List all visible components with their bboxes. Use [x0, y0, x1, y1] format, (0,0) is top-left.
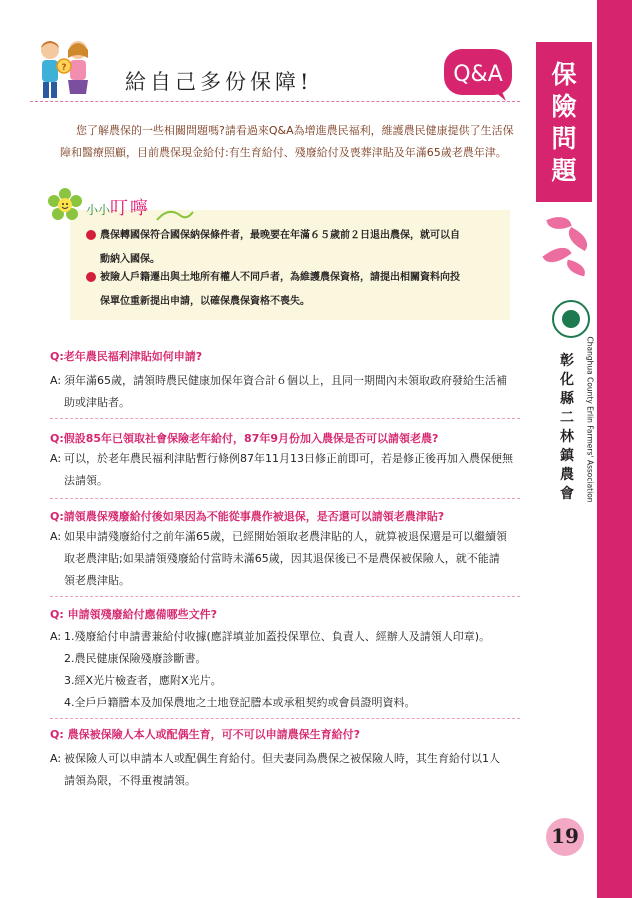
answer-label: A:: [50, 630, 62, 643]
question: Q:請領農保殘廢給付後如果因為不能從事農作被退保，是否還可以請領老農津貼?: [50, 510, 445, 523]
question: Q:老年農民福利津貼如何申請?: [50, 350, 203, 363]
tip-heading-big: 叮嚀: [110, 198, 151, 219]
org-name-char: 二: [560, 410, 574, 426]
tip-item-line: 動納入國保。: [100, 254, 160, 265]
vertical-title-char: 題: [551, 156, 577, 185]
answer: [50, 370, 520, 414]
org-name-char: 會: [560, 486, 574, 502]
org-name-char: 農: [560, 467, 574, 483]
tip-heading-small: 小小: [86, 203, 111, 217]
page-number: 19: [551, 824, 579, 848]
question: Q: 申請領殘廢給付應備哪些文件?: [50, 608, 217, 621]
intro-line-1: 您了解農保的一些相關問題嗎?請看過來Q&A為增進農民福利，維護農民健康提供了生活保: [76, 124, 514, 137]
answer-line: 1.殘廢給付申請書兼給付收據(應詳填並加蓋投保單位、負責人、經辦人及請領人印章)。: [64, 630, 491, 643]
question: Q: 農保被保險人本人或配偶生育，可不可以申請農保生育給付?: [50, 728, 360, 741]
tip-item-line: 被險人戶籍遷出與土地所有權人不同戶者，為維護農保資格，請提出相關資料向投: [100, 272, 460, 283]
answer-label: A:: [50, 530, 62, 543]
org-name-char: 化: [560, 372, 574, 388]
answer: [50, 448, 520, 492]
vertical-title-char: 保: [551, 60, 577, 89]
tip-item: [86, 266, 506, 314]
bullet-icon: [86, 230, 96, 240]
vertical-title-panel: [536, 42, 592, 202]
qa-divider: [50, 596, 520, 597]
org-name-english-vertical: [580, 336, 595, 503]
answer-line: 取老農津貼;如果請領殘廢給付當時未滿65歲，因其退保後已不是農保被保險人，就不能請: [64, 552, 500, 565]
qa-divider: [50, 498, 520, 499]
tip-item: [86, 224, 506, 272]
org-name-char: 縣: [560, 391, 574, 407]
answer-label: A:: [50, 752, 62, 765]
couple-illustration-icon: [30, 38, 100, 100]
org-name-char: 彰: [560, 353, 574, 369]
org-name-vertical: [558, 352, 576, 504]
org-logo-icon: [552, 300, 590, 338]
qa-badge-text: Q&A: [453, 62, 503, 87]
intro-line-2: 障和醫療照顧，目前農保現金給付:有生育給付、殘廢給付及喪葬津貼及年滿65歲老農年津。: [60, 146, 507, 159]
tip-heading: [86, 194, 150, 220]
answer-line: 助或津貼者。: [64, 396, 130, 409]
page-number-badge: [546, 818, 584, 856]
answer: [50, 626, 520, 714]
qa-divider: [50, 718, 520, 719]
tip-item-line: 保單位重新提出申請，以確保農保資格不喪失。: [100, 296, 310, 307]
sidebar-band: [597, 0, 632, 898]
vertical-title-char: 險: [551, 92, 577, 121]
question: Q:假設85年已領取社會保險老年給付，87年9月份加入農保是否可以請領老農?: [50, 432, 439, 445]
answer-line: 被保險人可以申請本人或配偶生育給付。但夫妻同為農保之被保險人時，其生育給付以1人: [64, 752, 500, 765]
answer-line: 4.全戶戶籍謄本及加保農地之土地登記謄本或承租契約或會員證明資料。: [64, 696, 416, 709]
org-name-char: 鎮: [560, 448, 574, 464]
answer-line: 2.農民健康保險殘廢診斷書。: [64, 652, 207, 665]
answer: [50, 526, 520, 592]
answer-line: 3.經X光片檢查者，應附X光片。: [64, 674, 222, 687]
tip-item-line: 農保轉國保符合國保納保條件者，最晚要在年滿６５歲前２日退出農保，就可以自: [100, 230, 460, 241]
answer-label: A:: [50, 452, 62, 465]
qa-badge-icon: [440, 45, 516, 101]
header-divider: [30, 101, 520, 102]
answer-line: 法請領。: [64, 474, 108, 487]
flower-icon: [48, 188, 82, 222]
bullet-icon: [86, 272, 96, 282]
answer-line: 領老農津貼。: [64, 574, 130, 587]
svg-text:?: ?: [61, 63, 67, 73]
answer-line: 須年滿65歲，請領時農民健康加保年資合計６個以上，且同一期間內未領取政府發給生活補: [64, 374, 507, 387]
vertical-title-char: 問: [551, 124, 577, 153]
answer-line: 請領為限，不得重複請領。: [64, 774, 196, 787]
swirl-decoration-icon: [155, 204, 195, 224]
answer-line: 可以，於老年農民福利津貼暫行條例87年11月13日修正前即可，若是修正後再加入農保便無: [64, 452, 513, 465]
qa-divider: [50, 418, 520, 419]
org-name-char: 林: [560, 429, 574, 445]
answer: [50, 748, 520, 792]
answer-line: 如果申請殘廢給付之前年滿65歲，已經開始領取老農津貼的人，就算被退保還是可以繼續領: [64, 530, 507, 543]
leaf-decoration-icon: [565, 260, 587, 277]
answer-label: A:: [50, 374, 62, 387]
page-title: 給自己多份保障!: [125, 70, 313, 94]
org-name-english: Changhua County Erlin Farmers' Association: [585, 336, 595, 503]
leaf-decoration-icon: [564, 227, 592, 251]
